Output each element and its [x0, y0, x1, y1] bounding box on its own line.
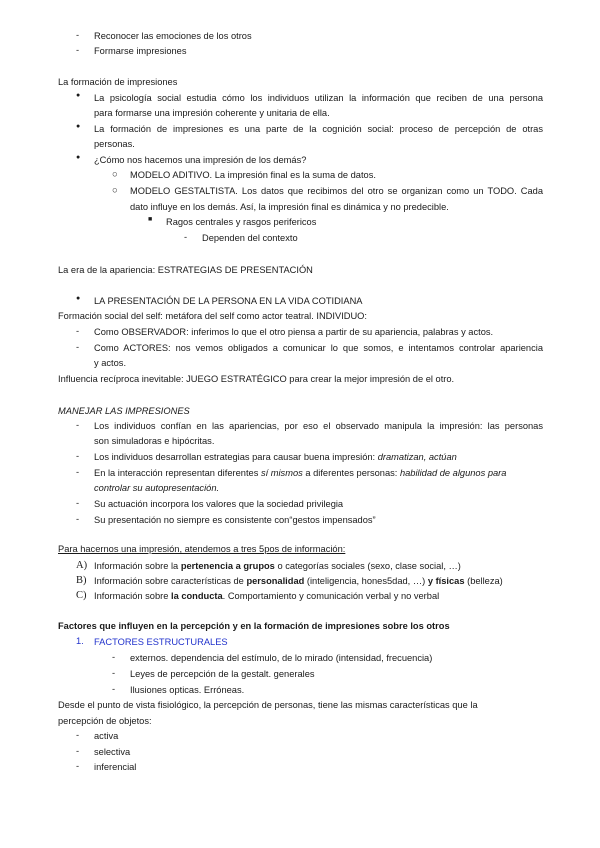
tipo-conducta [94, 590, 439, 602]
paragraph-line: percepción de objetos: [58, 716, 152, 726]
percepcion-item: activa [94, 731, 119, 741]
list-label: B) [76, 575, 87, 586]
dash-marker: - [184, 232, 188, 242]
paragraph-line [94, 467, 506, 479]
paragraph-line: Ilusiones opticas. Erróneas. [130, 685, 245, 695]
text-run-italic: dramatizan, actúan [377, 452, 457, 462]
observador-item: Como OBSERVADOR: inferimos lo que el otro piensa a partir de su apariencia, palabras y actos. [94, 327, 494, 337]
dash-marker: - [76, 342, 80, 352]
dash-marker: - [76, 746, 80, 756]
dash-marker: - [76, 451, 80, 461]
text-run: En la interacción representan diferentes [94, 468, 261, 478]
dash-marker: - [76, 45, 80, 55]
dash-marker: - [76, 326, 80, 336]
paragraph-line: La formación de impresiones es una parte de la cognición social: proceso de percepción de otras [94, 124, 543, 134]
text-run-bold: la conducta [171, 591, 223, 601]
paragraph-line: Leyes de percepción de la gestalt. generales [130, 669, 315, 679]
rasgos-item: Ragos centrales y rasgos perifericos [166, 217, 317, 227]
bullet-marker: ● [76, 295, 81, 302]
top-list-item: Formarse impresiones [94, 46, 187, 56]
text-run: . Comportamiento y comunicación verbal y no verbal [222, 591, 440, 601]
dash-marker: - [76, 761, 80, 771]
paragraph-line: externos. dependencia del estímulo, de lo mirado (intensidad, frecuencia) [130, 653, 433, 663]
text-run-bold: pertenencia a grupos [180, 561, 275, 571]
paragraph-line: Su actuación incorpora los valores que la sociedad privilegia [94, 499, 344, 509]
section-heading-era: La era de la apariencia: ESTRATEGIAS DE PRESENTACIÓN [58, 265, 313, 275]
list-label: C) [76, 590, 87, 601]
percepcion-item: selectiva [94, 747, 131, 757]
dash-marker: - [76, 30, 80, 40]
model-aditivo: MODELO ADITIVO. La impresión final es la suma de datos. [130, 170, 376, 180]
circle-marker: ○ [112, 169, 118, 179]
text-run: Información sobre [94, 591, 171, 601]
paragraph-line: son simuladoras e hipócritas. [94, 436, 215, 446]
paragraph-line: dato influye en los demás. Así, la impresión final es dinámica y no predecible. [130, 202, 449, 212]
section-heading-factores: Factores que influyen en la percepción y en la formación de impresiones sobre los otros [58, 621, 450, 631]
list-label: A) [76, 560, 88, 571]
section-heading-manejar: MANEJAR LAS IMPRESIONES [58, 406, 190, 416]
text-run: a diferentes personas: [302, 468, 400, 478]
bullet-marker: ● [76, 123, 81, 130]
dash-marker: - [76, 498, 80, 508]
bullet-marker: ● [76, 154, 81, 161]
paragraph-line: Los individuos confían en las apariencias, por eso el observado manipula la impresión: las personas [94, 421, 543, 431]
paragraph-line: La psicología social estudia cómo los individuos utilizan la información que reciben de una persona [94, 93, 543, 103]
section-heading-formacion: La formación de impresiones [58, 77, 178, 87]
model-gestaltista: MODELO GESTALTISTA. Los datos que recibimos del otro se organizan como un TODO. Cada [130, 186, 543, 196]
dash-marker: - [112, 652, 116, 662]
paragraph-line: Desde el punto de vista fisiológico, la percepción de personas, tiene las mismas características que la [58, 700, 478, 710]
dash-marker: - [76, 514, 80, 524]
bullet-marker: ● [76, 92, 81, 99]
text-run: Información sobre características de [94, 576, 247, 586]
top-list-item: Reconocer las emociones de los otros [94, 31, 252, 41]
text-run: (inteligencia, hones5dad, …) [304, 576, 428, 586]
circle-marker: ○ [112, 185, 118, 195]
paragraph-line: para formarse una impresión coherente y unitaria de ella. [94, 108, 330, 118]
text-run-bold: personalidad [246, 576, 305, 586]
dash-marker: - [112, 684, 116, 694]
dash-marker: - [76, 420, 80, 430]
dash-marker: - [76, 467, 80, 477]
paragraph-line [94, 451, 457, 463]
actores-item: Como ACTORES: nos vemos obligados a comunicar lo que somos, e intentamos controlar apariencia [94, 343, 543, 353]
paragraph-line: controlar su autopresentación. [94, 483, 220, 493]
contexto-item: Dependen del contexto [202, 233, 298, 243]
factores-estructurales: FACTORES ESTRUCTURALES [94, 637, 228, 647]
dash-marker: - [112, 668, 116, 678]
percepcion-item: inferencial [94, 762, 137, 772]
paragraph-line: Influencia recíproca inevitable: JUEGO ESTRATÉGICO para crear la mejor impresión de el otro. [58, 374, 455, 384]
paragraph-line: y actos. [94, 358, 127, 368]
text-run: Información sobre la [94, 561, 181, 571]
text-run: Los individuos desarrollan estrategias para causar buena impresión: [94, 452, 378, 462]
dash-marker: - [76, 730, 80, 740]
paragraph-line: personas. [94, 139, 135, 149]
numbered-marker: 1. [76, 636, 84, 646]
paragraph-line: Su presentación no siempre es consistente con“gestos impensados” [94, 515, 376, 525]
paragraph-line: Formación social del self: metáfora del self como actor teatral. INDIVIDUO: [58, 311, 367, 321]
text-run: (belleza) [464, 576, 503, 586]
section-heading-tipos: Para hacernos una impresión, atendemos a tres 5pos de información: [58, 544, 346, 554]
paragraph-line: ¿Cómo nos hacemos una impresión de los demás? [94, 155, 307, 165]
square-marker: ■ [148, 216, 153, 223]
text-run-bold: y físicas [427, 576, 465, 586]
presentacion-heading: LA PRESENTACIÓN DE LA PERSONA EN LA VIDA COTIDIANA [94, 296, 363, 306]
text-run-italic: habilidad de algunos para [399, 468, 507, 478]
tipo-personalidad [94, 575, 503, 587]
text-run: o categorías sociales (sexo, clase social, …) [274, 561, 461, 571]
tipo-grupos [94, 560, 461, 572]
text-run-italic: sí mismos [260, 468, 303, 478]
